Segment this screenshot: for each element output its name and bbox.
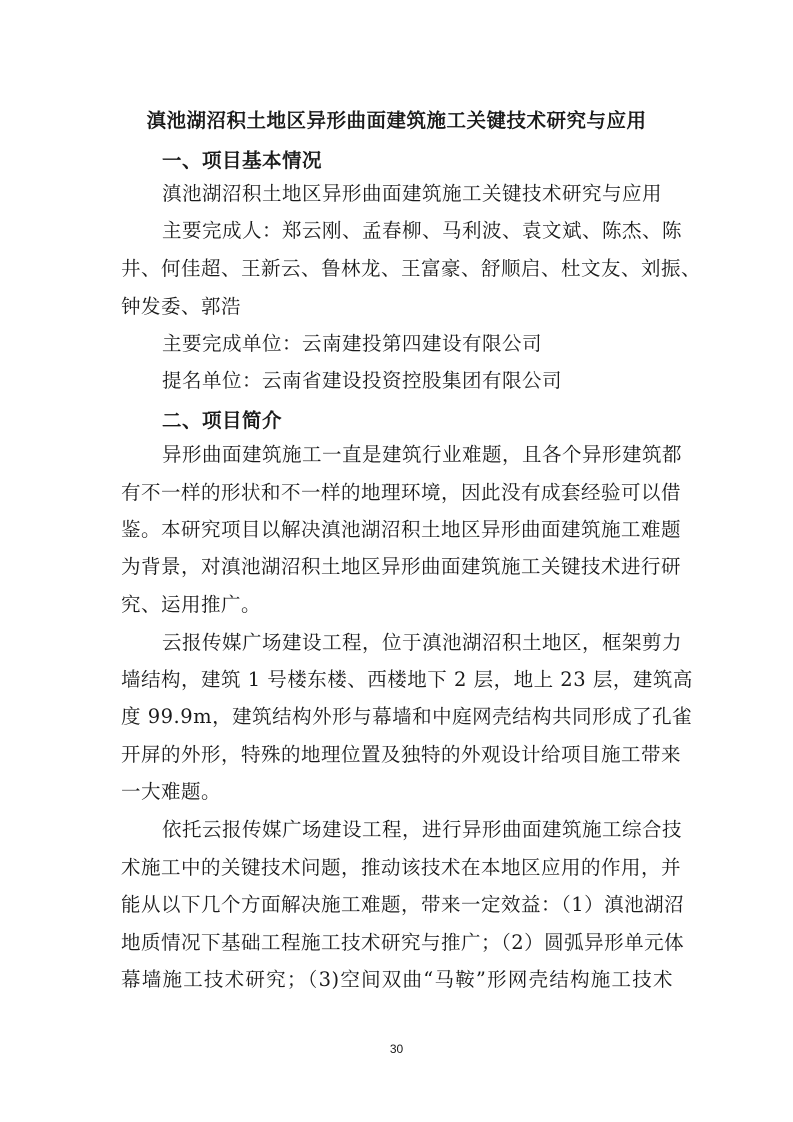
section-heading-basic-info: 一、项目基本情况 — [162, 149, 323, 172]
nominating-unit: 提名单位：云南省建设投资控股集团有限公司 — [162, 369, 563, 392]
paragraph-line: 异形曲面建筑施工一直是建筑行业难题，且各个异形建筑都 — [162, 443, 683, 466]
paragraph-line: 开屏的外形，特殊的地理位置及独特的外观设计给项目施工带来 — [121, 743, 682, 766]
section-heading-introduction: 二、项目简介 — [162, 409, 283, 432]
paragraph-line: 一大难题。 — [121, 780, 222, 803]
paragraph-line: 为背景，对滇池湖沼积土地区异形曲面建筑施工关键技术进行研 — [121, 555, 682, 578]
project-name: 滇池湖沼积土地区异形曲面建筑施工关键技术研究与应用 — [162, 182, 663, 205]
paragraph-line: 术施工中的关键技术问题，推动该技术在本地区应用的作用，并 — [121, 856, 682, 879]
paragraph-line: 依托云报传媒广场建设工程，进行异形曲面建筑施工综合技 — [162, 818, 683, 841]
paragraph-line: 地质情况下基础工程施工技术研究与推广；（2）圆弧异形单元体 — [121, 931, 685, 954]
completers-line: 主要完成人：郑云刚、孟春柳、马利波、袁文斌、陈杰、陈 — [162, 219, 683, 242]
paragraph-line: 能从以下几个方面解决施工难题，带来一定效益：（1）滇池湖沼 — [121, 893, 685, 916]
paragraph-line: 云报传媒广场建设工程，位于滇池湖沼积土地区，框架剪力 — [162, 631, 683, 654]
paragraph-line: 究、运用推广。 — [121, 593, 262, 616]
completing-unit: 主要完成单位：云南建投第四建设有限公司 — [162, 332, 543, 355]
paragraph-line: 墙结构，建筑 1 号楼东楼、西楼地下 2 层，地上 23 层，建筑高 — [121, 668, 693, 691]
paragraph-line: 度 99.9m，建筑结构外形与幕墙和中庭网壳结构共同形成了孔雀 — [121, 705, 693, 728]
page-number: 30 — [389, 1042, 404, 1056]
paragraph-line: 有不一样的形状和不一样的地理环境，因此没有成套经验可以借 — [121, 481, 682, 504]
paragraph-line: 鉴。本研究项目以解决滇池湖沼积土地区异形曲面建筑施工难题 — [121, 518, 682, 541]
completers-line: 钟发委、郭浩 — [121, 295, 242, 318]
document-title: 滇池湖沼积土地区异形曲面建筑施工关键技术研究与应用 — [146, 109, 647, 132]
paragraph-line: 幕墙施工技术研究；（3)空间双曲“马鞍”形网壳结构施工技术 — [121, 968, 673, 991]
completers-line: 井、何佳超、王新云、鲁林龙、王富豪、舒顺启、杜文友、刘振、 — [121, 257, 702, 280]
